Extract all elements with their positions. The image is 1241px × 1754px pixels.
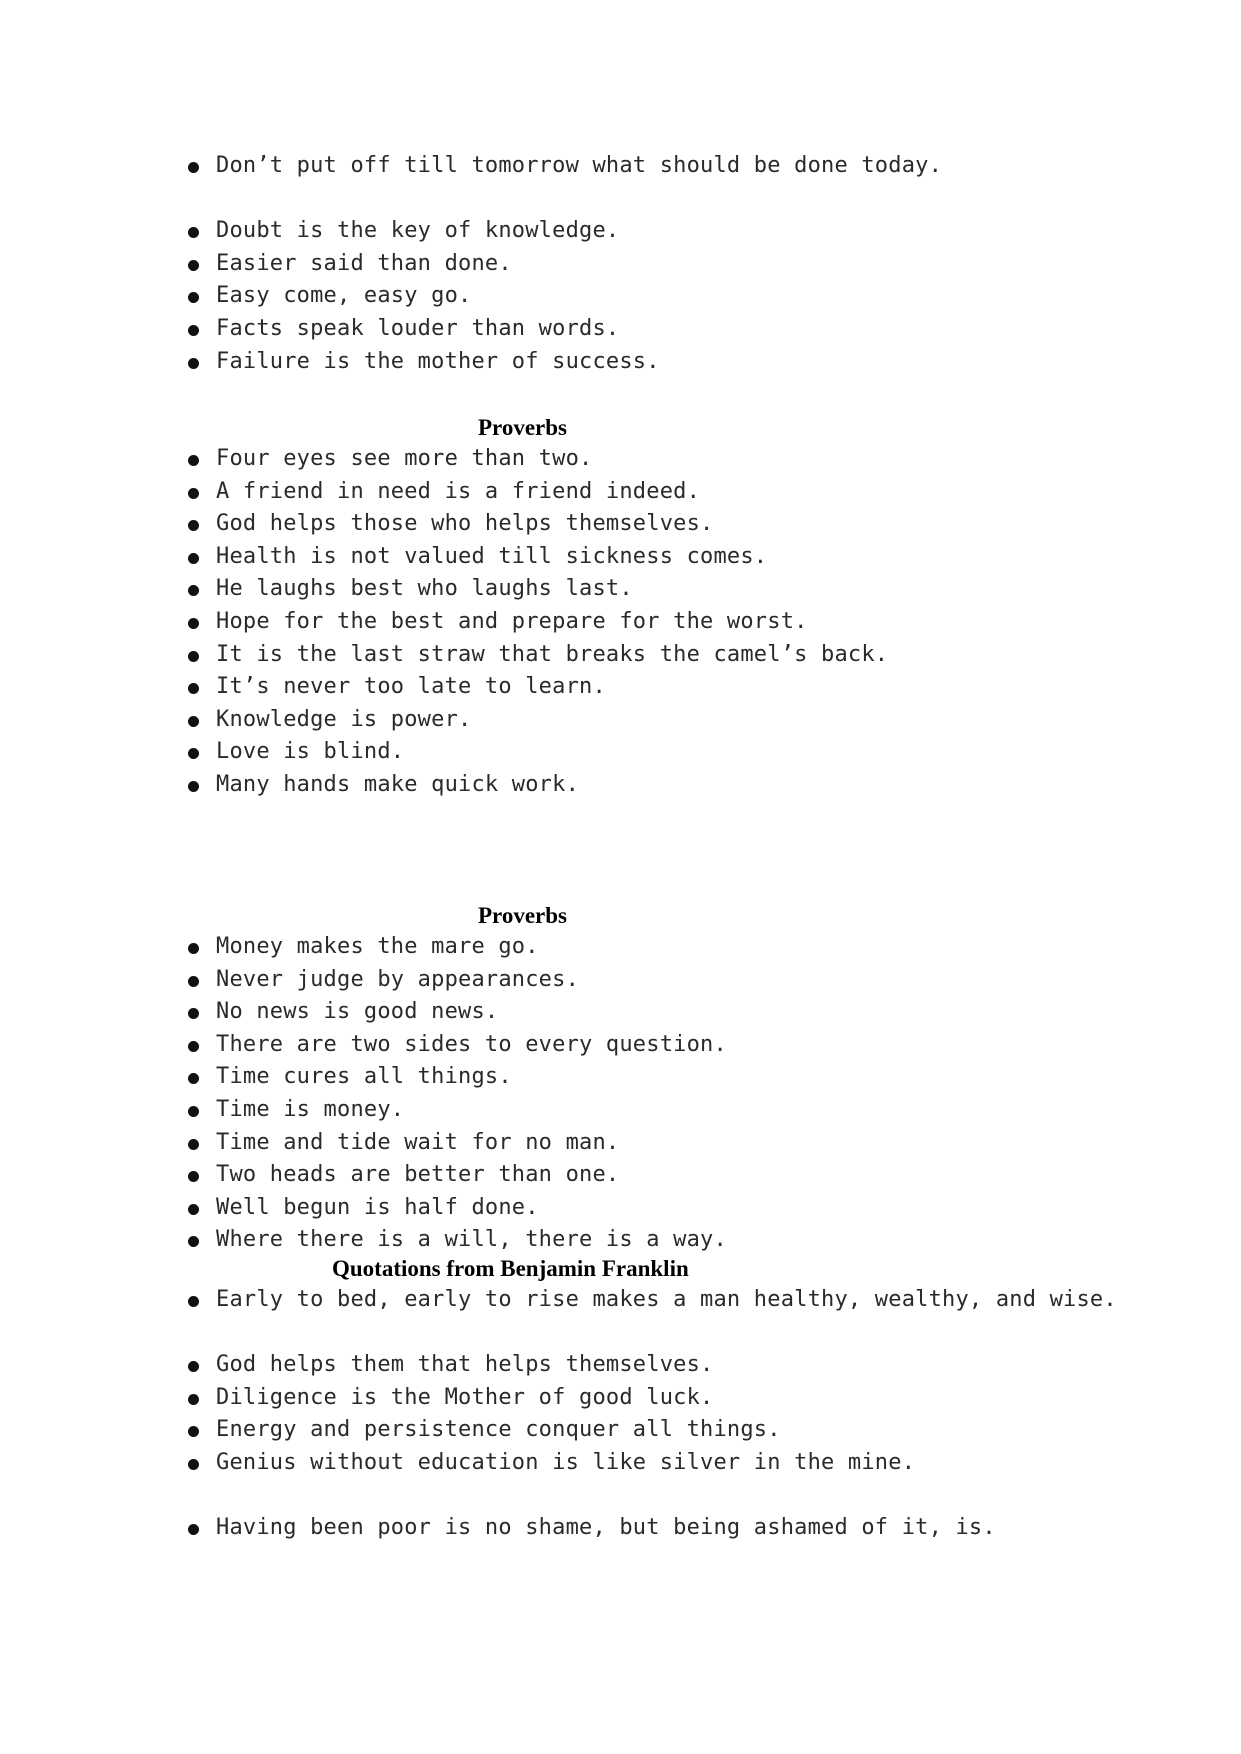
bullet-icon <box>188 1459 199 1470</box>
list-item: Facts speak louder than words. <box>188 313 1188 346</box>
bullet-icon <box>188 618 199 629</box>
bullet-icon <box>188 1008 199 1019</box>
proverb-list-3 <box>188 931 1188 1257</box>
list-item: Many hands make quick work. <box>188 769 1188 802</box>
list-item: Don’t put off till tomorrow what should be done today. <box>188 150 1188 183</box>
list-item: There are two sides to every question. <box>188 1029 1188 1062</box>
bullet-icon <box>188 683 199 694</box>
list-item: Four eyes see more than two. <box>188 443 1188 476</box>
list-item: God helps them that helps themselves. <box>188 1349 1188 1382</box>
bullet-icon <box>188 1204 199 1215</box>
section-heading: Proverbs <box>478 415 568 440</box>
list-item: Energy and persistence conquer all things. <box>188 1414 1188 1447</box>
bullet-icon <box>188 585 199 596</box>
bullet-icon <box>188 748 199 759</box>
list-item: Love is blind. <box>188 736 1188 769</box>
list-item: Having been poor is no shame, but being ashamed of it, is. <box>188 1512 1188 1545</box>
list-item: He laughs best who laughs last. <box>188 573 1188 606</box>
list-item: No news is good news. <box>188 996 1188 1029</box>
list-item: Early to bed, early to rise makes a man healthy, wealthy, and wise. <box>188 1284 1188 1317</box>
list-item: Never judge by appearances. <box>188 964 1188 997</box>
bullet-icon <box>188 1524 199 1535</box>
bullet-icon <box>188 1041 199 1052</box>
bullet-icon <box>188 1394 199 1405</box>
list-item: Well begun is half done. <box>188 1192 1188 1225</box>
list-item: Time cures all things. <box>188 1061 1188 1094</box>
bullet-icon <box>188 781 199 792</box>
list-item: Diligence is the Mother of good luck. <box>188 1382 1188 1415</box>
list-item: Time and tide wait for no man. <box>188 1127 1188 1160</box>
list-item: Genius without education is like silver in the mine. <box>188 1447 1188 1480</box>
bullet-icon <box>188 1236 199 1247</box>
list-item: It’s never too late to learn. <box>188 671 1188 704</box>
bullet-icon <box>188 943 199 954</box>
list-item: Money makes the mare go. <box>188 931 1188 964</box>
section-3 <box>188 901 1188 1257</box>
bullet-icon <box>188 1361 199 1372</box>
list-item: Easy come, easy go. <box>188 280 1188 313</box>
bullet-icon <box>188 553 199 564</box>
list-item: Hope for the best and prepare for the worst. <box>188 606 1188 639</box>
list-item: Doubt is the key of knowledge. <box>188 215 1188 248</box>
bullet-icon <box>188 488 199 499</box>
bullet-icon <box>188 1426 199 1437</box>
bullet-icon <box>188 455 199 466</box>
list-item: Knowledge is power. <box>188 704 1188 737</box>
bullet-icon <box>188 260 199 271</box>
section-2 <box>188 413 1188 802</box>
list-item: A friend in need is a friend indeed. <box>188 476 1188 509</box>
section-heading: Proverbs <box>478 903 568 928</box>
quotation-list <box>188 1284 1188 1545</box>
bullet-icon <box>188 292 199 303</box>
bullet-icon <box>188 716 199 727</box>
list-item: Two heads are better than one. <box>188 1159 1188 1192</box>
bullet-icon <box>188 1296 199 1307</box>
bullet-icon <box>188 520 199 531</box>
list-item: Failure is the mother of success. <box>188 346 1188 379</box>
section-heading: Quotations from Benjamin Franklin <box>332 1256 689 1281</box>
bullet-icon <box>188 358 199 369</box>
list-item: Easier said than done. <box>188 248 1188 281</box>
list-item: Time is money. <box>188 1094 1188 1127</box>
proverb-list-1 <box>188 150 1188 378</box>
bullet-icon <box>188 1106 199 1117</box>
list-item: It is the last straw that breaks the camel’s back. <box>188 639 1188 672</box>
bullet-icon <box>188 227 199 238</box>
section-1 <box>188 150 1188 378</box>
list-item: Where there is a will, there is a way. <box>188 1224 1188 1257</box>
section-4 <box>188 1254 1188 1545</box>
bullet-icon <box>188 651 199 662</box>
list-item: God helps those who helps themselves. <box>188 508 1188 541</box>
bullet-icon <box>188 1139 199 1150</box>
list-item: Health is not valued till sickness comes. <box>188 541 1188 574</box>
bullet-icon <box>188 162 199 173</box>
bullet-icon <box>188 1171 199 1182</box>
bullet-icon <box>188 1073 199 1084</box>
proverb-list-2 <box>188 443 1188 802</box>
bullet-icon <box>188 325 199 336</box>
bullet-icon <box>188 976 199 987</box>
